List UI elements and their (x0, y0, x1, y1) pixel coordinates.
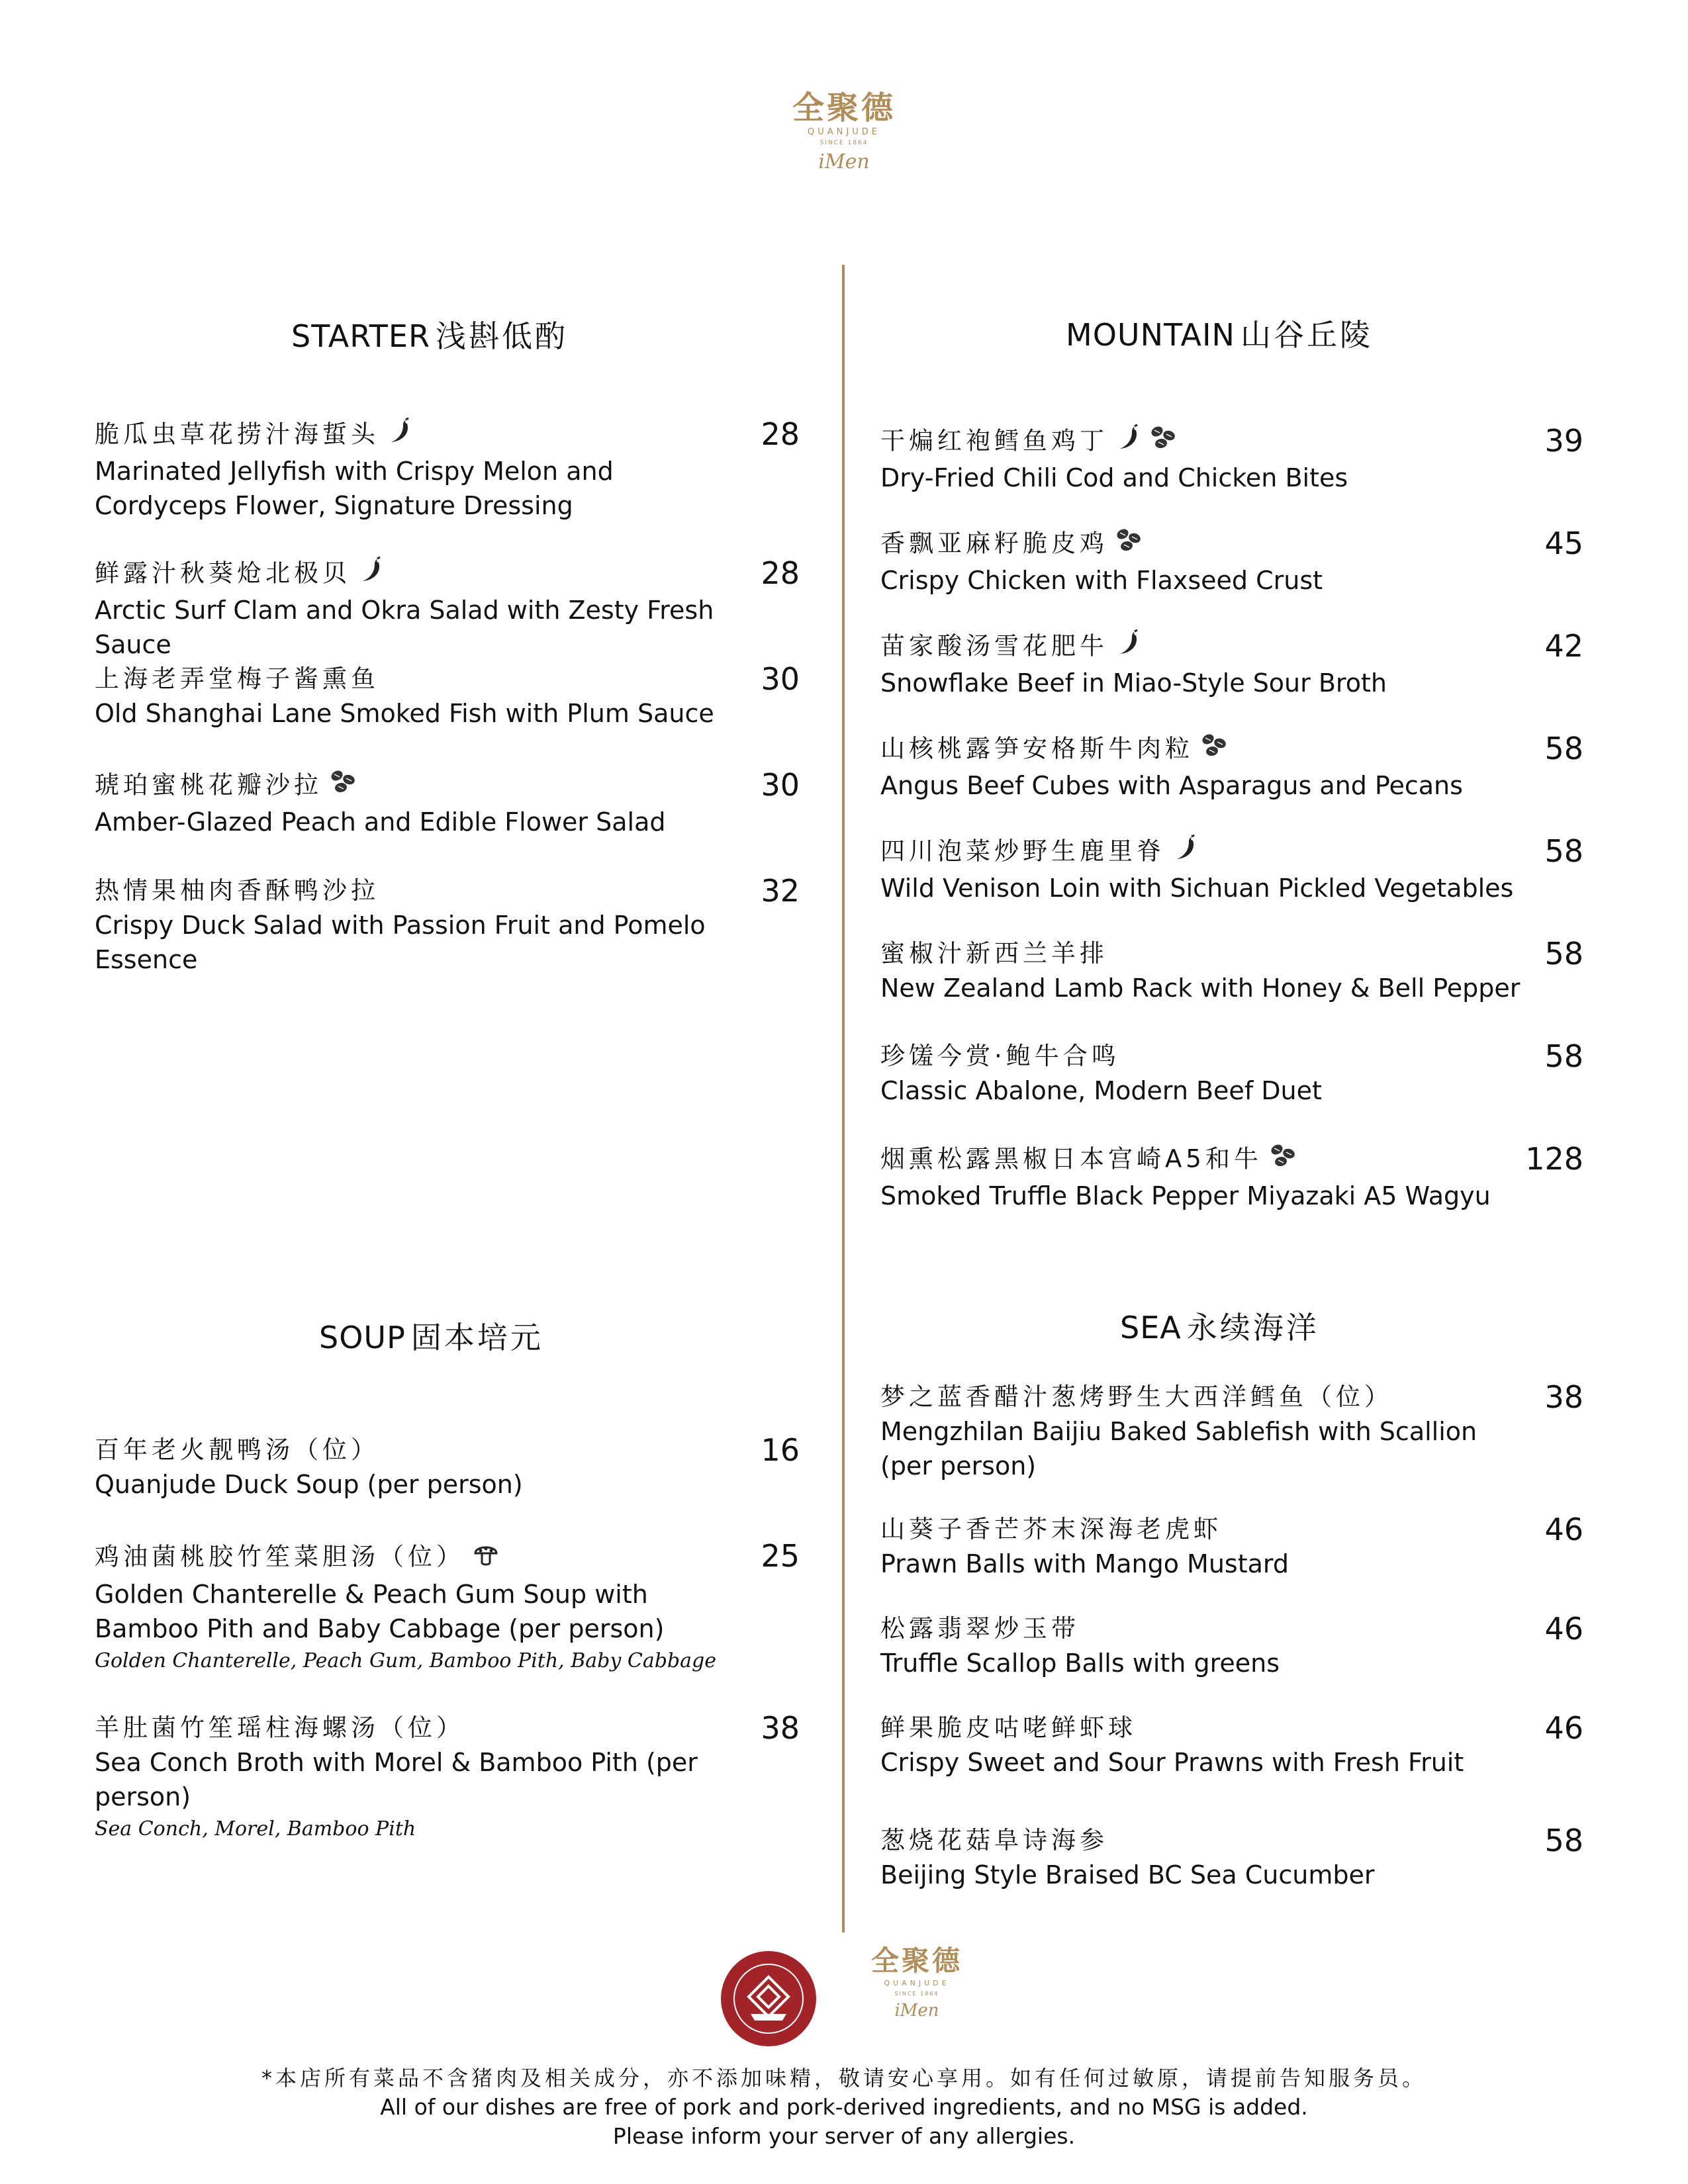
dish-name-chinese (880, 1823, 1583, 1858)
dish-name-chinese-text: 鲜露汁秋葵炝北极贝 (95, 559, 351, 588)
chili-icon (1172, 834, 1199, 871)
dish-name-chinese-text: 烟熏松露黑椒日本宫崎A5和牛 (880, 1144, 1262, 1173)
chili-icon (386, 417, 414, 454)
chili-icon (1115, 424, 1143, 461)
dish-name-chinese-text: 四川泡菜炒野生鹿里脊 (880, 837, 1165, 866)
dish-name-chinese (880, 1711, 1583, 1745)
dish-price: 46 (1544, 1710, 1583, 1746)
dish-price: 58 (1544, 1038, 1583, 1074)
dish-name-chinese-text: 香飘亚麻籽脆皮鸡 (880, 529, 1108, 558)
dish-name-chinese-text: 鸡油菌桃胶竹笙菜胆汤（位） (95, 1542, 465, 1571)
dish-name-chinese (880, 1612, 1583, 1646)
dish-name-chinese-text: 琥珀蜜桃花瓣沙拉 (95, 770, 322, 799)
dish-name-english: Golden Chanterelle & Peach Gum Soup with Bamboo Pith and Baby Cabbage (per person) (95, 1580, 665, 1643)
chili-icon (357, 556, 385, 593)
dish-name-chinese-text: 百年老火靓鸭汤（位） (95, 1435, 379, 1464)
logo-since: SINCE 1864 (820, 140, 868, 146)
dish-price: 46 (1544, 1611, 1583, 1647)
dish-name-chinese (95, 662, 800, 696)
dish-name-english: Crispy Duck Salad with Passion Fruit and Pomelo Essence (95, 911, 706, 974)
dish-name-english: Wild Venison Loin with Sichuan Pickled Vegetables (880, 874, 1514, 903)
dish-name-english: Smoked Truffle Black Pepper Miyazaki A5 Wagyu (880, 1181, 1491, 1210)
dish-name-chinese (880, 1512, 1583, 1547)
menu-item (880, 834, 1583, 905)
dish-price: 38 (761, 1710, 800, 1746)
dish-name-english: Angus Beef Cubes with Asparagus and Pecans (880, 771, 1463, 800)
dish-price: 28 (761, 555, 800, 591)
menu-item (95, 417, 800, 523)
menu-item (95, 662, 800, 731)
dish-name-chinese (880, 1380, 1583, 1414)
dish-name-chinese-text: 松露翡翠炒玉带 (880, 1614, 1080, 1643)
logo-top (778, 89, 910, 177)
logo-bottom-chinese: 全聚德 (870, 1944, 962, 1977)
logo-english: QUANJUDE (808, 127, 880, 137)
nut-icon (329, 768, 358, 805)
logo-imen: iMen (818, 150, 870, 173)
dish-price: 39 (1544, 423, 1583, 459)
dish-ingredients: Sea Conch, Morel, Bamboo Pith (95, 1817, 416, 1841)
footer-note-english-1: All of our dishes are free of pork and pork-derived ingredients, and no MSG is added. (380, 2094, 1308, 2120)
dish-name-chinese-text: 干煸红袍鳕鱼鸡丁 (880, 426, 1108, 455)
nut-icon (1269, 1142, 1298, 1179)
nut-icon (1149, 424, 1178, 461)
dish-name-english: Old Shanghai Lane Smoked Fish with Plum Sauce (95, 699, 714, 728)
logo-bottom-imen: iMen (894, 2001, 939, 2021)
menu-item (95, 768, 800, 839)
dish-name-chinese (95, 556, 800, 593)
menu-item (95, 1433, 800, 1502)
logo-bottom-since: SINCE 1864 (894, 1991, 939, 1997)
dish-name-english: Quanjude Duck Soup (per person) (95, 1470, 523, 1499)
dish-name-chinese (880, 424, 1583, 461)
column-divider (842, 265, 845, 1933)
dish-price: 128 (1525, 1141, 1583, 1177)
dish-ingredients: Golden Chanterelle, Peach Gum, Bamboo Pith, Baby Cabbage (95, 1649, 716, 1672)
nut-icon (1115, 526, 1144, 563)
dish-name-english: Classic Abalone, Modern Beef Duet (880, 1076, 1322, 1105)
dish-name-chinese (880, 936, 1583, 971)
dish-name-chinese (95, 1539, 800, 1577)
dish-price: 58 (1544, 731, 1583, 766)
dish-name-chinese (95, 417, 800, 454)
dish-name-chinese-text: 鲜果脆皮咕咾鲜虾球 (880, 1713, 1137, 1742)
dish-price: 58 (1544, 1823, 1583, 1858)
dish-price: 38 (1544, 1379, 1583, 1415)
nut-icon (1200, 731, 1229, 768)
dish-name-chinese-text: 苗家酸汤雪花肥牛 (880, 631, 1108, 660)
menu-item (880, 629, 1583, 700)
dish-name-chinese-text: 葱烧花菇阜诗海参 (880, 1826, 1108, 1854)
dish-price: 42 (1544, 628, 1583, 664)
dish-price: 25 (761, 1538, 800, 1574)
menu-item (95, 1539, 800, 1676)
footer-note-chinese: *本店所有菜品不含猪肉及相关成分，亦不添加味精，敬请安心享用。如有任何过敏原，请提前告知服务员。 (261, 2066, 1427, 2091)
dish-price: 30 (761, 661, 800, 697)
heritage-seal-logo (719, 1949, 818, 2048)
dish-name-chinese-text: 梦之蓝香醋汁葱烤野生大西洋鳕鱼（位） (880, 1383, 1393, 1411)
dish-name-chinese-text: 脆瓜虫草花捞汁海蜇头 (95, 420, 379, 449)
dish-name-english: Marinated Jellyfish with Crispy Melon and Cordyceps Flower, Signature Dressing (95, 457, 614, 520)
dish-name-english: Snowflake Beef in Miao-Style Sour Broth (880, 668, 1387, 698)
section-title-mountain: MOUNTAIN 山谷丘陵 (1066, 317, 1373, 353)
dish-name-english: Mengzhilan Baijiu Baked Sablefish with Scallion (per person) (880, 1417, 1477, 1480)
dish-name-chinese-text: 上海老弄堂梅子酱熏鱼 (95, 664, 379, 693)
dish-name-english: Truffle Scallop Balls with greens (880, 1649, 1280, 1678)
dish-name-chinese-text: 珍馐今赏·鲍牛合鸣 (880, 1042, 1120, 1070)
dish-name-chinese (880, 1039, 1583, 1073)
dish-price: 45 (1544, 525, 1583, 561)
menu-item (880, 731, 1583, 803)
dish-price: 58 (1544, 833, 1583, 869)
menu-item (880, 1142, 1583, 1213)
dish-name-english: Crispy Sweet and Sour Prawns with Fresh Fruit (880, 1748, 1464, 1777)
dish-name-chinese (880, 526, 1583, 563)
dish-name-chinese-text: 热情果柚肉香酥鸭沙拉 (95, 876, 379, 905)
dish-name-chinese (880, 1142, 1583, 1179)
dish-name-chinese (95, 1433, 800, 1467)
dish-price: 28 (761, 416, 800, 452)
chili-icon (1115, 629, 1143, 666)
dish-name-chinese-text: 蜜椒汁新西兰羊排 (880, 939, 1108, 968)
dish-name-chinese (95, 1711, 800, 1745)
dish-name-english: Arctic Surf Clam and Okra Salad with Zesty Fresh Sauce (95, 596, 714, 659)
menu-item (95, 874, 800, 977)
menu-item (95, 1711, 800, 1844)
dish-price: 58 (1544, 936, 1583, 972)
dish-name-chinese-text: 羊肚菌竹笙瑶柱海螺汤（位） (95, 1713, 465, 1742)
dish-name-chinese (880, 834, 1583, 871)
menu-item (880, 1039, 1583, 1108)
dish-name-english: Sea Conch Broth with Morel & Bamboo Pith (per person) (95, 1748, 698, 1811)
mushroom-icon (471, 1539, 500, 1577)
dish-name-chinese (880, 629, 1583, 666)
menu-item (880, 1711, 1583, 1780)
dish-name-chinese-text: 山核桃露笋安格斯牛肉粒 (880, 734, 1194, 763)
dish-name-chinese (880, 731, 1583, 768)
dish-name-chinese (95, 874, 800, 908)
logo-bottom (864, 1944, 970, 2023)
dish-name-english: New Zealand Lamb Rack with Honey & Bell Pepper (880, 974, 1521, 1003)
menu-item (95, 556, 800, 662)
menu-item (880, 1612, 1583, 1680)
logo-bottom-english: QUANJUDE (884, 1979, 950, 1987)
dish-price: 32 (761, 873, 800, 909)
menu-item (880, 1823, 1583, 1892)
logo-chinese: 全聚德 (792, 89, 896, 126)
dish-name-chinese-text: 山葵子香芒芥末深海老虎虾 (880, 1515, 1222, 1543)
dish-name-english: Beijing Style Braised BC Sea Cucumber (880, 1860, 1375, 1889)
dish-name-english: Prawn Balls with Mango Mustard (880, 1549, 1289, 1578)
footer-note-english-2: Please inform your server of any allergies. (612, 2123, 1076, 2149)
dish-price: 16 (761, 1432, 800, 1468)
dish-name-english: Dry-Fried Chili Cod and Chicken Bites (880, 463, 1348, 492)
menu-item (880, 1380, 1583, 1483)
section-title-soup: SOUP 固本培元 (319, 1320, 543, 1355)
menu-item (880, 1512, 1583, 1581)
dish-name-english: Amber-Glazed Peach and Edible Flower Salad (95, 807, 666, 837)
dish-price: 30 (761, 767, 800, 803)
menu-item (880, 526, 1583, 598)
dish-name-english: Crispy Chicken with Flaxseed Crust (880, 566, 1323, 595)
section-title-sea: SEA 永续海洋 (1120, 1310, 1319, 1345)
dish-price: 46 (1544, 1512, 1583, 1547)
menu-item (880, 936, 1583, 1005)
menu-item (880, 424, 1583, 495)
section-title-starter: STARTER 浅斟低酌 (291, 318, 568, 354)
dish-name-chinese (95, 768, 800, 805)
